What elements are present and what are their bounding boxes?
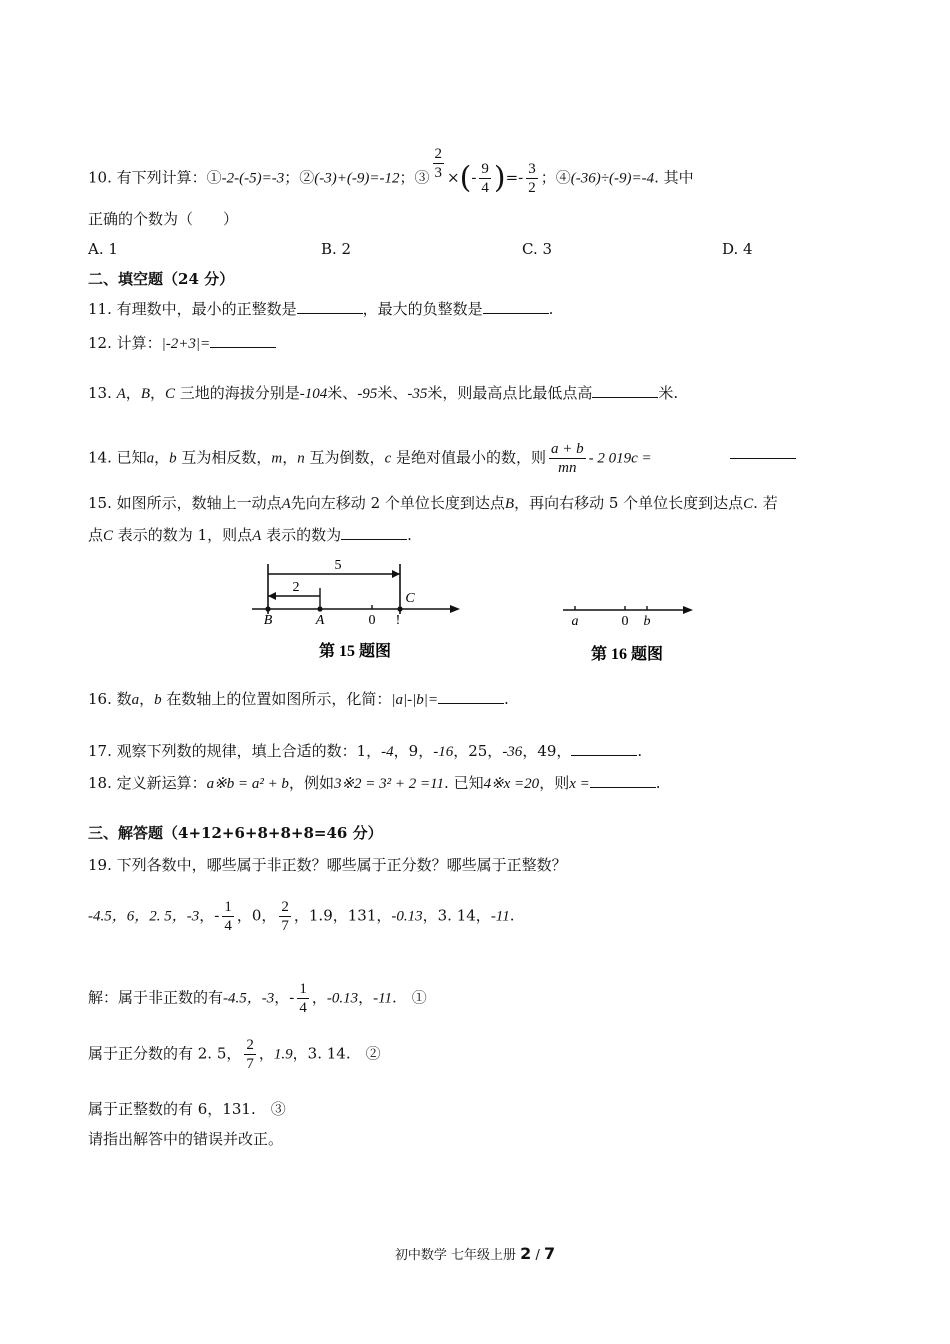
var-a: a (146, 450, 155, 467)
frac-den: 4 (224, 918, 232, 934)
q13 (88, 382, 678, 405)
q10-sep: ； (399, 168, 415, 187)
q17-term: -16 (433, 744, 454, 760)
q10-option-a: A. 1 (88, 240, 118, 258)
point-a: A (252, 528, 262, 544)
q18-given: 4※x =20 (483, 776, 540, 792)
q19-frac-1-4 (222, 898, 234, 935)
q17-text: ，9， (393, 742, 434, 760)
q19-solution-item: -11 (373, 990, 393, 1007)
q18-definition: a※b = a² + b (206, 776, 289, 792)
answer-blank (571, 741, 637, 756)
q17 (88, 740, 642, 763)
q19-frac-2-7 (279, 898, 291, 935)
comma: ， (311, 988, 327, 1007)
frac-num: 1 (299, 981, 307, 997)
point-c: C (103, 528, 114, 544)
comma: ， (199, 906, 215, 925)
answer-blank (590, 773, 656, 788)
q18-example: 3※2 = 3² + 2 =11 (333, 776, 445, 792)
q15-text: 先向左移动 2 个单位长度到达点 (290, 494, 505, 512)
q17-text: . (637, 742, 643, 760)
q10-frac-9-4 (479, 160, 491, 197)
q19-instruction: 请指出解答中的错误并改正。 (88, 1130, 284, 1148)
minus-sign: - (289, 988, 295, 1007)
comma: ， (125, 384, 141, 402)
comma: ， (139, 690, 155, 708)
q13-text: 13. (88, 384, 117, 402)
q18-text: ，例如 (288, 774, 334, 792)
frac-num: 2 (434, 146, 443, 162)
fig15-label-zero: 0 (368, 613, 376, 628)
section-3-heading: 三、解答题（4+12+6+8+8+8=46 分） (88, 824, 383, 842)
frac-den: 4 (299, 1000, 307, 1016)
q19-list-text: ，3. 14， (422, 906, 491, 925)
q14 (88, 440, 652, 477)
q18-text: . (655, 774, 661, 792)
q19-list-item: -3 (186, 908, 200, 925)
point-a: A (116, 386, 126, 402)
page-number: 2 (520, 1244, 532, 1263)
q14-expr: - 2 019c = (588, 450, 652, 467)
q19-solution-1 (88, 980, 427, 1017)
q10-line2: 正确的个数为（ ） (88, 210, 239, 228)
q19-solution-item: -4.5， (223, 990, 262, 1007)
unit: 米、 (327, 384, 358, 402)
q10-option-b: B. 2 (321, 240, 352, 258)
q15-text: ，再向右移动 5 个单位长度到达点 (514, 494, 744, 512)
fig15-length-5: 5 (334, 558, 342, 573)
answer-blank (210, 333, 276, 348)
q10-expr2: (-3)+(-9)=-12 (314, 170, 400, 187)
answer-blank (438, 689, 504, 704)
frac-num: 9 (481, 161, 489, 177)
point-b: B (140, 386, 150, 402)
q11-text: ，最大的负整数是 (362, 300, 483, 318)
frac-den: 7 (281, 918, 289, 934)
q13-text: 三地的海拔分别是 (175, 384, 300, 402)
q17-text: ，25， (453, 742, 503, 760)
minus-sign: - (214, 906, 220, 925)
q17-text: ，49， (522, 742, 572, 760)
answer-blank (730, 444, 796, 459)
q18-text: ，则 (539, 774, 570, 792)
q10-frac-2-3 (433, 145, 445, 182)
q17-text: 17. 观察下列数的规律，填上合适的数：1， (88, 742, 382, 760)
q18-text: 18. 定义新运算： (88, 774, 207, 792)
q19-title: 19. 下列各数中，哪些属于非正数？哪些属于正分数？哪些属于正整数？ (88, 856, 567, 874)
q13-text: 米，则最高点比最低点高 (427, 384, 593, 402)
footer-title: 初中数学 七年级上册 (394, 1248, 517, 1263)
q10-frac-3-2 (526, 160, 538, 197)
q10-choice3: ③ (414, 168, 430, 187)
point-a: A (281, 496, 291, 512)
minus-sign: - (471, 168, 477, 187)
q18 (88, 772, 661, 795)
q19-list-text: . (509, 906, 515, 925)
q15-text: 表示的数为 1，则点 (113, 526, 253, 544)
abs-bracket-left: ( (459, 160, 472, 196)
q12 (88, 332, 276, 355)
q10-expr4: (-36)÷(-9)=-4 (570, 170, 655, 187)
answer-blank (341, 525, 407, 540)
frac-den: 3 (434, 165, 443, 181)
fig15-label-mark: ! (395, 613, 401, 628)
q19-solution-text: 解：属于非正数的有 (88, 988, 224, 1007)
q19-solution-item: 1.9 (273, 1046, 293, 1063)
var-m: m (271, 450, 283, 467)
altitude-1: -104 (299, 386, 328, 402)
comma: ， (154, 448, 170, 467)
q19-list-text: -4.5，6，2. 5， (88, 908, 187, 925)
q16-text: 在数轴上的位置如图所示，化简： (161, 690, 392, 708)
frac-den: mn (558, 460, 577, 476)
frac-den: 7 (246, 1056, 254, 1072)
q10-expr1: -2-(-5)=-3 (221, 170, 285, 187)
q15-line2 (88, 524, 412, 547)
answer-blank (483, 299, 549, 314)
q11-text: 11. 有理数中，最小的正整数是 (88, 300, 297, 318)
q16-text: . (504, 690, 509, 708)
figure-16-number-line (555, 556, 715, 666)
frac-den: 4 (481, 180, 489, 196)
q10-sep: ； (540, 168, 556, 187)
point-c: C (743, 496, 754, 512)
answer-blank (297, 299, 363, 314)
equals-minus: =- (505, 168, 524, 187)
page-footer (0, 1244, 950, 1263)
q10-lead: 10. 有下列计算： (88, 168, 207, 187)
q14-fraction (549, 440, 586, 477)
q10-choice1: ① (206, 168, 222, 187)
q19-frac-1-4 (297, 980, 309, 1017)
point-c: C (165, 386, 176, 402)
q18-text: . 已知 (444, 774, 484, 792)
q16 (88, 688, 509, 711)
q19-solution-item: -0.13 (326, 990, 359, 1007)
times-sign: × (447, 168, 460, 187)
fig15-length-2: 2 (292, 580, 300, 595)
figure-15-number-line (250, 556, 465, 666)
q10-line1 (88, 146, 694, 197)
q15-text: 点 (88, 526, 104, 544)
q16-text: 16. 数 (88, 690, 132, 708)
page-separator: / (535, 1248, 540, 1263)
q19-number-list (88, 898, 514, 935)
var-c: c (384, 450, 392, 467)
comma: ， (282, 448, 298, 467)
q10-sep: ； (284, 168, 300, 187)
fig15-caption: 第 15 题图 (318, 643, 392, 660)
q17-term: -4 (381, 744, 394, 760)
altitude-3: -35 (407, 386, 428, 402)
q12-expr: |-2+3|= (161, 336, 211, 352)
q19-solution-text: ，3. 14. ② (292, 1044, 381, 1063)
q10-option-c: C. 3 (522, 240, 553, 258)
q14-text: 是绝对值最小的数，则 (391, 448, 547, 467)
q19-solution-item: -3 (261, 990, 275, 1007)
fig15-label-b: B (263, 613, 273, 628)
q11-text: . (548, 300, 554, 318)
q15-line1 (88, 492, 778, 515)
fig16-label-a: a (571, 614, 579, 629)
q15-text: 15. 如图所示，数轴上一动点 (88, 494, 282, 512)
q17-term: -36 (502, 744, 523, 760)
q15-text: 表示的数为 (261, 526, 342, 544)
frac-num: 2 (281, 899, 289, 915)
fig15-label-a: A (315, 613, 325, 628)
fig16-label-b: b (643, 614, 651, 629)
q19-list-item: -11 (490, 908, 510, 925)
q19-solution-3: 属于正整数的有 6，131. ③ (88, 1100, 286, 1118)
comma: ， (358, 988, 374, 1007)
altitude-2: -95 (357, 386, 378, 402)
page-total: 7 (543, 1244, 556, 1263)
q19-solution-text: 属于正分数的有 2. 5， (88, 1044, 242, 1063)
frac-num: 2 (246, 1037, 254, 1053)
q15-text: . 若 (753, 494, 778, 512)
q10-tail: . 其中 (654, 168, 694, 187)
frac-num: 3 (528, 161, 536, 177)
section-2-heading: 二、填空题（24 分） (88, 270, 235, 288)
q10-choice4: ④ (555, 168, 571, 187)
var-a: a (131, 692, 140, 708)
abs-bracket-right: ) (493, 160, 506, 196)
point-b: B (504, 496, 515, 512)
frac-den: 2 (528, 180, 536, 196)
frac-num: a + b (551, 441, 584, 457)
q19-solution-2 (88, 1036, 381, 1073)
comma: ， (149, 384, 165, 402)
q19-list-text: ，1.9，131， (293, 906, 392, 925)
q19-solution-text: . ① (392, 988, 427, 1007)
q13-text: 米. (658, 384, 679, 402)
q19-list-text: ，0， (236, 906, 277, 925)
q19-list-item: -0.13 (391, 908, 423, 925)
q14-text: 互为相反数， (176, 448, 272, 467)
answer-blank (592, 383, 658, 398)
frac-num: 1 (224, 899, 232, 915)
q19-frac-2-7 (244, 1036, 256, 1073)
var-b: b (169, 450, 177, 467)
q14-text: 14. 已知 (88, 448, 147, 467)
var-n: n (297, 450, 305, 467)
q16-expr: |a|-|b|= (391, 692, 439, 708)
fig16-caption: 第 16 题图 (590, 646, 664, 663)
q11 (88, 298, 553, 320)
var-b: b (154, 692, 162, 708)
fig16-label-zero: 0 (621, 614, 629, 629)
comma: ， (274, 988, 290, 1007)
unit: 米、 (377, 384, 408, 402)
q10-choice2: ② (299, 168, 315, 187)
q12-text: 12. 计算： (88, 334, 162, 352)
comma: ， (258, 1044, 274, 1063)
q10-option-d: D. 4 (722, 240, 753, 258)
q18-unknown: x = (569, 776, 590, 792)
q15-text: . (407, 526, 412, 544)
fig15-label-c: C (405, 591, 415, 606)
q14-text: 互为倒数， (304, 448, 385, 467)
